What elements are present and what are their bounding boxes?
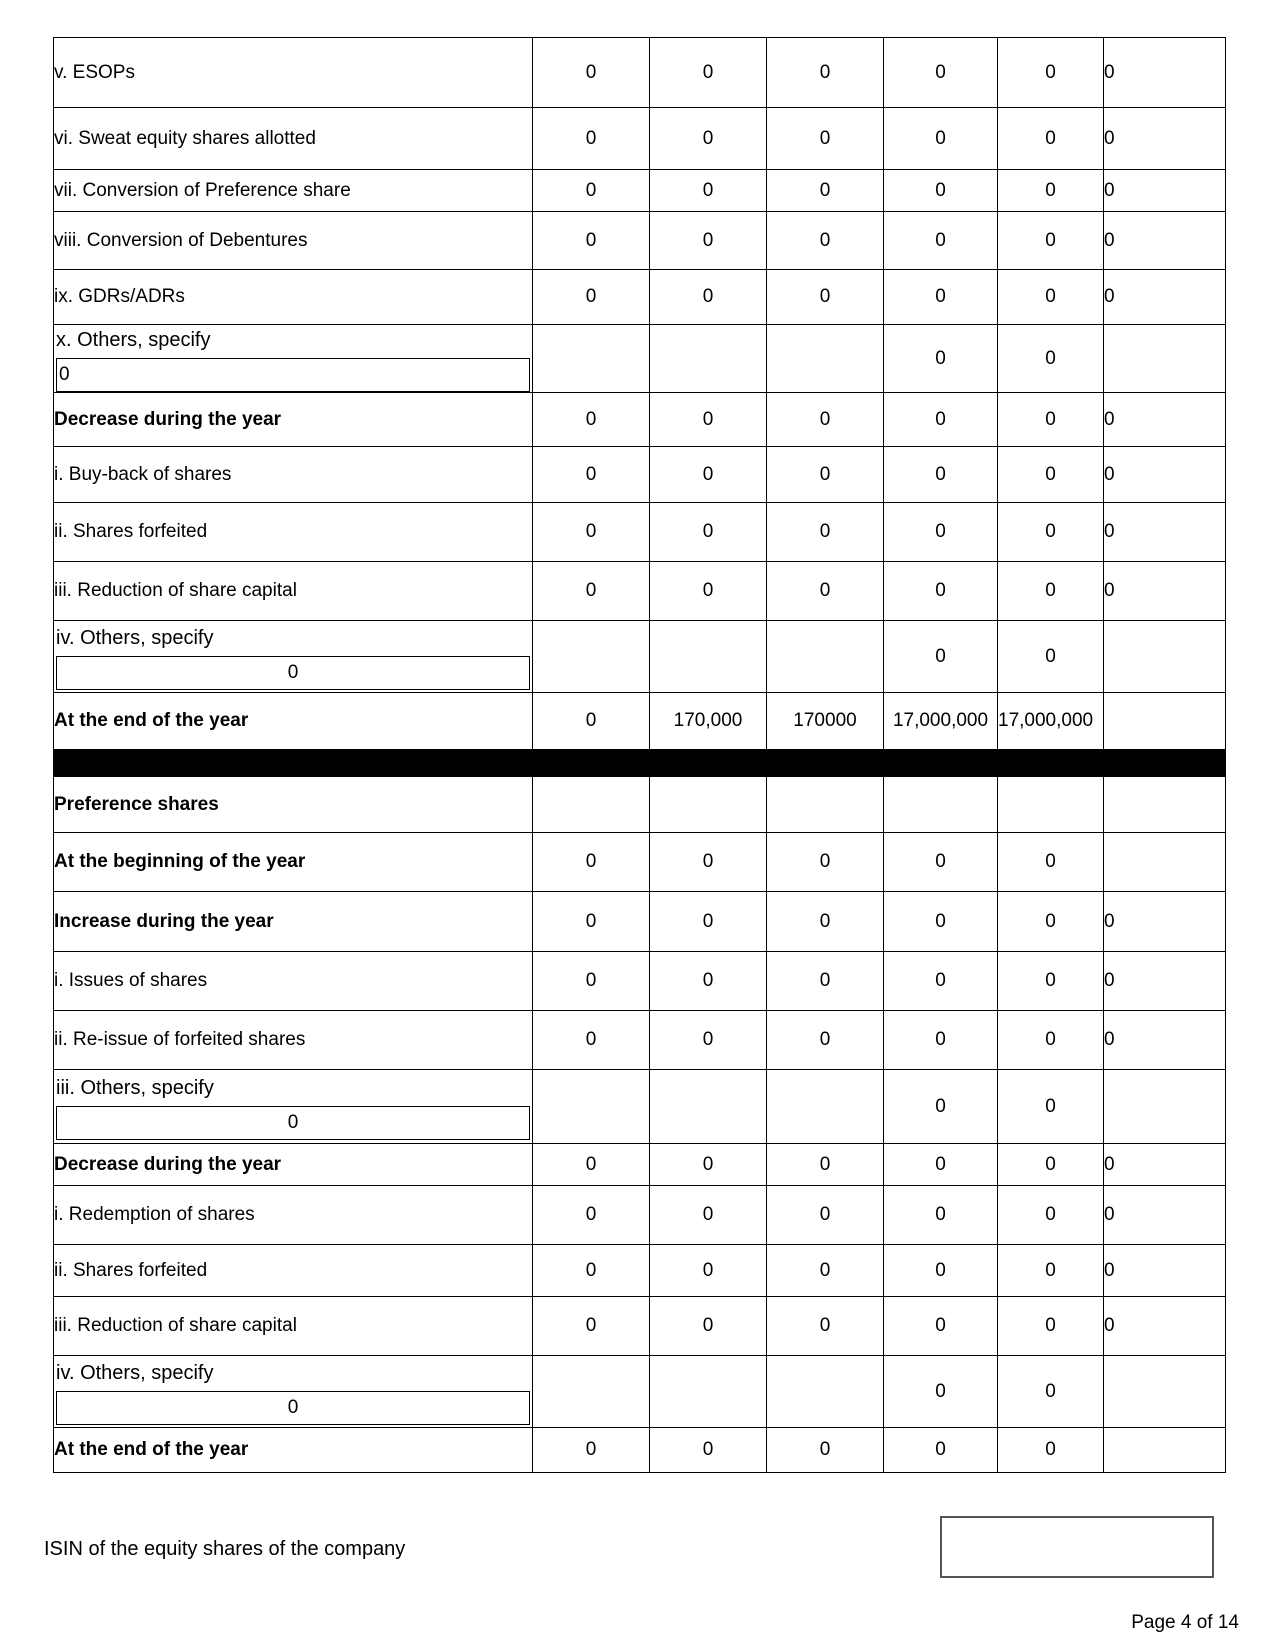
value-cell: 0 — [767, 1297, 884, 1356]
value-cell: 0 — [884, 1144, 998, 1186]
row-label: iii. Reduction of share capital — [54, 1297, 533, 1356]
value-cell: 0 — [767, 108, 884, 170]
value-cell: 0 — [998, 503, 1104, 562]
value-cell: 0 — [998, 212, 1104, 270]
value-cell: 0 — [767, 952, 884, 1011]
value-cell: 0 — [767, 1011, 884, 1070]
row-label: At the beginning of the year — [54, 833, 533, 892]
value-cell: 0 — [533, 1428, 650, 1473]
value-cell: 0 — [533, 1186, 650, 1245]
value-cell: 0 — [998, 1186, 1104, 1245]
empty-cell — [884, 777, 998, 833]
others-specify-cell — [54, 325, 533, 393]
value-cell: 0 — [650, 1297, 767, 1356]
value-cell — [1104, 833, 1226, 892]
table-row — [54, 1428, 1226, 1473]
value-cell: 0 — [650, 270, 767, 325]
value-cell: 0 — [1104, 892, 1226, 952]
value-cell: 0 — [1104, 170, 1226, 212]
share-capital-table-container — [53, 37, 1226, 1473]
value-cell: 0 — [533, 952, 650, 1011]
table-row — [54, 270, 1226, 325]
value-cell: 0 — [533, 170, 650, 212]
value-cell — [1104, 621, 1226, 693]
others-specify-row — [54, 1070, 1226, 1144]
value-cell: 0 — [533, 503, 650, 562]
value-cell: 0 — [1104, 38, 1226, 108]
empty-cell — [533, 777, 650, 833]
section-header-row — [54, 777, 1226, 833]
value-cell: 0 — [998, 393, 1104, 447]
row-label: vii. Conversion of Preference share — [54, 170, 533, 212]
table-row — [54, 170, 1226, 212]
value-cell: 0 — [650, 562, 767, 621]
value-cell: 0 — [650, 447, 767, 503]
value-cell: 170,000 — [650, 693, 767, 750]
others-specify-input[interactable]: 0 — [56, 1106, 530, 1140]
value-cell: 0 — [1104, 447, 1226, 503]
value-cell: 0 — [533, 833, 650, 892]
value-cell: 0 — [767, 503, 884, 562]
others-specify-input[interactable]: 0 — [56, 1391, 530, 1425]
value-cell: 0 — [533, 447, 650, 503]
value-cell: 0 — [884, 562, 998, 621]
table-row — [54, 1245, 1226, 1297]
value-cell: 0 — [650, 393, 767, 447]
value-cell — [767, 1356, 884, 1428]
value-cell — [533, 1356, 650, 1428]
value-cell — [1104, 1070, 1226, 1144]
value-cell: 0 — [884, 447, 998, 503]
value-cell: 0 — [767, 833, 884, 892]
table-row — [54, 108, 1226, 170]
value-cell: 0 — [998, 1428, 1104, 1473]
value-cell: 0 — [998, 170, 1104, 212]
row-label: ii. Re-issue of forfeited shares — [54, 1011, 533, 1070]
value-cell: 0 — [533, 1297, 650, 1356]
value-cell: 0 — [533, 1011, 650, 1070]
value-cell: 0 — [884, 892, 998, 952]
others-specify-label: iv. Others, specify — [56, 1362, 214, 1384]
others-specify-cell — [54, 1356, 533, 1428]
value-cell: 170000 — [767, 693, 884, 750]
value-cell: 0 — [998, 621, 1104, 693]
value-cell: 0 — [884, 833, 998, 892]
value-cell: 0 — [884, 393, 998, 447]
value-cell: 17,000,000 — [884, 693, 998, 750]
value-cell: 0 — [998, 1070, 1104, 1144]
row-label: Decrease during the year — [54, 393, 533, 447]
table-row — [54, 892, 1226, 952]
others-specify-row — [54, 325, 1226, 393]
row-label: ix. GDRs/ADRs — [54, 270, 533, 325]
value-cell: 0 — [767, 447, 884, 503]
value-cell: 0 — [533, 892, 650, 952]
empty-cell — [650, 777, 767, 833]
others-specify-row — [54, 621, 1226, 693]
value-cell — [650, 1356, 767, 1428]
value-cell: 0 — [1104, 1186, 1226, 1245]
value-cell: 0 — [767, 1186, 884, 1245]
table-row — [54, 393, 1226, 447]
section-divider — [54, 750, 1226, 777]
value-cell — [650, 1070, 767, 1144]
isin-input[interactable] — [940, 1516, 1214, 1578]
value-cell: 0 — [884, 1186, 998, 1245]
value-cell: 0 — [650, 1245, 767, 1297]
table-row — [54, 503, 1226, 562]
value-cell: 0 — [884, 108, 998, 170]
others-specify-label: iii. Others, specify — [56, 1077, 214, 1099]
table-row — [54, 1011, 1226, 1070]
value-cell: 0 — [998, 892, 1104, 952]
value-cell — [533, 1070, 650, 1144]
value-cell — [767, 325, 884, 393]
value-cell: 0 — [767, 212, 884, 270]
value-cell: 0 — [533, 1245, 650, 1297]
value-cell: 0 — [998, 325, 1104, 393]
row-label: i. Buy-back of shares — [54, 447, 533, 503]
value-cell: 0 — [533, 1144, 650, 1186]
table-row — [54, 38, 1226, 108]
value-cell: 0 — [767, 170, 884, 212]
table-row — [54, 1144, 1226, 1186]
value-cell — [1104, 325, 1226, 393]
value-cell: 0 — [998, 1356, 1104, 1428]
value-cell — [533, 325, 650, 393]
value-cell: 17,000,000 — [998, 693, 1104, 750]
value-cell: 0 — [884, 170, 998, 212]
value-cell: 0 — [998, 447, 1104, 503]
value-cell: 0 — [998, 562, 1104, 621]
value-cell: 0 — [884, 212, 998, 270]
table-row — [54, 447, 1226, 503]
value-cell: 0 — [533, 393, 650, 447]
value-cell: 0 — [884, 1245, 998, 1297]
empty-cell — [998, 777, 1104, 833]
value-cell: 0 — [650, 212, 767, 270]
row-label: viii. Conversion of Debentures — [54, 212, 533, 270]
value-cell: 0 — [884, 952, 998, 1011]
value-cell: 0 — [998, 270, 1104, 325]
value-cell: 0 — [650, 833, 767, 892]
row-label: Decrease during the year — [54, 1144, 533, 1186]
value-cell: 0 — [650, 108, 767, 170]
table-row — [54, 562, 1226, 621]
value-cell: 0 — [998, 1011, 1104, 1070]
value-cell: 0 — [884, 270, 998, 325]
value-cell: 0 — [884, 1428, 998, 1473]
others-specify-cell — [54, 1070, 533, 1144]
value-cell: 0 — [1104, 270, 1226, 325]
value-cell — [767, 621, 884, 693]
isin-label: ISIN of the equity shares of the company — [44, 1538, 406, 1560]
value-cell: 0 — [998, 1144, 1104, 1186]
others-specify-row — [54, 1356, 1226, 1428]
value-cell: 0 — [998, 833, 1104, 892]
row-label: v. ESOPs — [54, 38, 533, 108]
value-cell: 0 — [533, 693, 650, 750]
value-cell: 0 — [767, 1144, 884, 1186]
value-cell: 0 — [1104, 1297, 1226, 1356]
others-specify-label: iv. Others, specify — [56, 627, 214, 649]
value-cell: 0 — [650, 892, 767, 952]
value-cell — [533, 621, 650, 693]
value-cell: 0 — [1104, 1144, 1226, 1186]
value-cell: 0 — [650, 503, 767, 562]
value-cell: 0 — [650, 170, 767, 212]
row-label: ii. Shares forfeited — [54, 1245, 533, 1297]
value-cell: 0 — [767, 270, 884, 325]
value-cell — [1104, 1356, 1226, 1428]
value-cell: 0 — [1104, 212, 1226, 270]
value-cell: 0 — [884, 38, 998, 108]
value-cell — [1104, 1428, 1226, 1473]
divider-cell — [54, 750, 1226, 777]
others-specify-cell — [54, 621, 533, 693]
value-cell: 0 — [1104, 562, 1226, 621]
value-cell: 0 — [767, 393, 884, 447]
value-cell — [650, 325, 767, 393]
value-cell: 0 — [767, 892, 884, 952]
value-cell: 0 — [650, 952, 767, 1011]
table-row — [54, 952, 1226, 1011]
value-cell: 0 — [1104, 952, 1226, 1011]
value-cell — [767, 1070, 884, 1144]
row-label: At the end of the year — [54, 1428, 533, 1473]
value-cell: 0 — [533, 270, 650, 325]
value-cell: 0 — [1104, 503, 1226, 562]
value-cell: 0 — [884, 1297, 998, 1356]
value-cell: 0 — [650, 1186, 767, 1245]
value-cell: 0 — [1104, 393, 1226, 447]
table-row — [54, 693, 1226, 750]
row-label: Increase during the year — [54, 892, 533, 952]
empty-cell — [767, 777, 884, 833]
value-cell: 0 — [533, 38, 650, 108]
page-number: Page 4 of 14 — [1131, 1612, 1239, 1633]
value-cell: 0 — [884, 503, 998, 562]
value-cell: 0 — [650, 1428, 767, 1473]
row-label: vi. Sweat equity shares allotted — [54, 108, 533, 170]
empty-cell — [1104, 777, 1226, 833]
others-specify-input[interactable]: 0 — [56, 656, 530, 690]
section-title: Preference shares — [54, 777, 533, 833]
table-row — [54, 1297, 1226, 1356]
row-label: i. Issues of shares — [54, 952, 533, 1011]
others-specify-input[interactable]: 0 — [56, 358, 530, 392]
value-cell: 0 — [998, 952, 1104, 1011]
row-label: ii. Shares forfeited — [54, 503, 533, 562]
value-cell — [1104, 693, 1226, 750]
row-label: i. Redemption of shares — [54, 1186, 533, 1245]
share-capital-table — [53, 37, 1226, 1473]
others-specify-label: x. Others, specify — [56, 329, 211, 351]
value-cell: 0 — [1104, 1011, 1226, 1070]
value-cell: 0 — [650, 1011, 767, 1070]
value-cell — [650, 621, 767, 693]
value-cell: 0 — [884, 1011, 998, 1070]
value-cell: 0 — [998, 108, 1104, 170]
value-cell: 0 — [767, 562, 884, 621]
table-row — [54, 1186, 1226, 1245]
table-row — [54, 833, 1226, 892]
value-cell: 0 — [1104, 108, 1226, 170]
value-cell: 0 — [1104, 1245, 1226, 1297]
value-cell: 0 — [884, 1070, 998, 1144]
value-cell: 0 — [767, 1245, 884, 1297]
value-cell: 0 — [884, 621, 998, 693]
value-cell: 0 — [767, 1428, 884, 1473]
value-cell: 0 — [884, 1356, 998, 1428]
value-cell: 0 — [767, 38, 884, 108]
value-cell: 0 — [884, 325, 998, 393]
value-cell: 0 — [650, 38, 767, 108]
value-cell: 0 — [533, 212, 650, 270]
value-cell: 0 — [533, 108, 650, 170]
value-cell: 0 — [650, 1144, 767, 1186]
value-cell: 0 — [998, 1297, 1104, 1356]
value-cell: 0 — [998, 38, 1104, 108]
row-label: iii. Reduction of share capital — [54, 562, 533, 621]
table-row — [54, 212, 1226, 270]
value-cell: 0 — [998, 1245, 1104, 1297]
row-label: At the end of the year — [54, 693, 533, 750]
value-cell: 0 — [533, 562, 650, 621]
